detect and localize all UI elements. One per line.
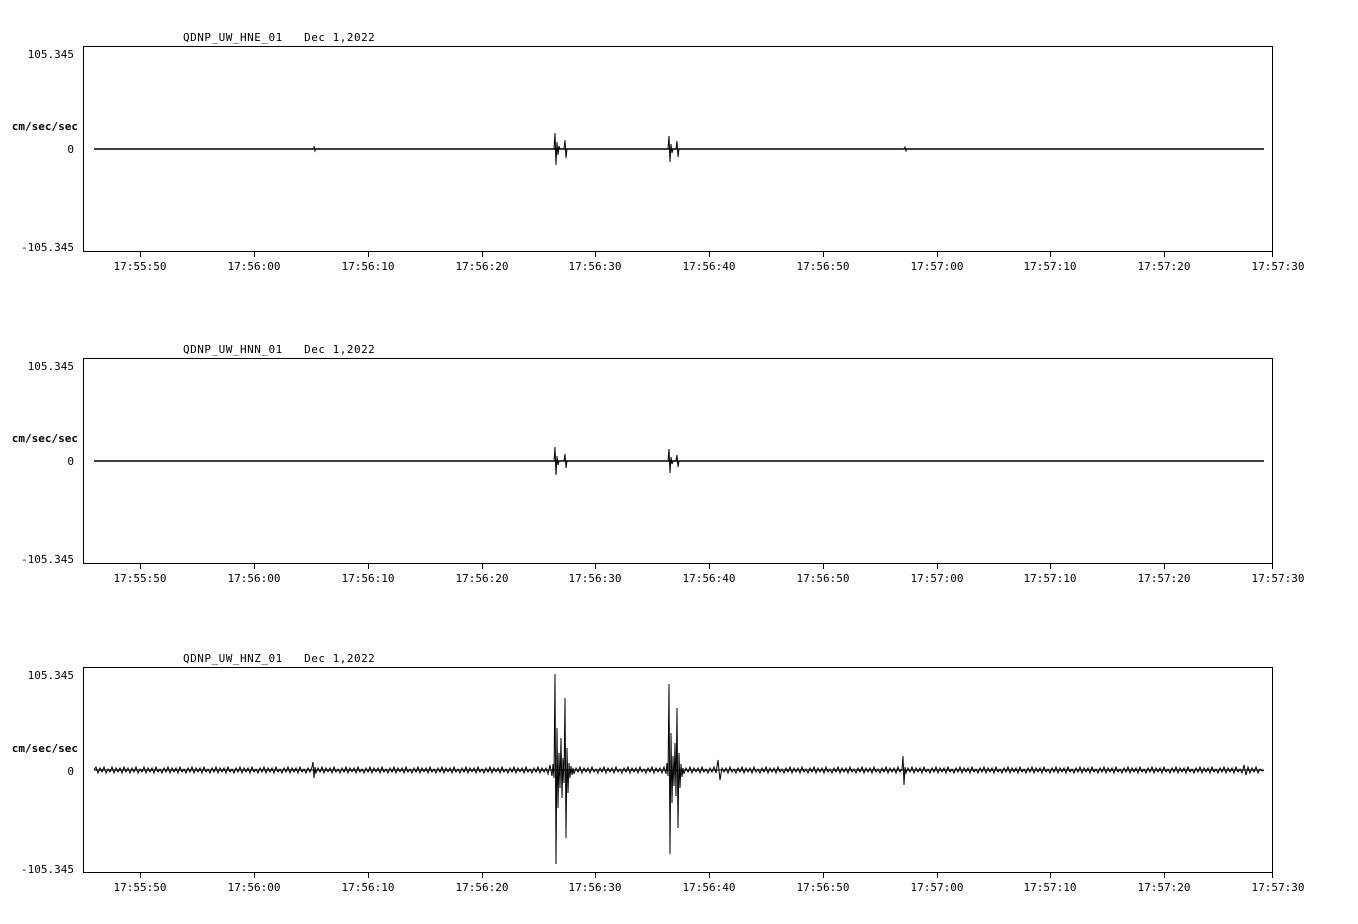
y-axis-max-label-hnz: 105.345 [27, 669, 74, 682]
waveform-trace-hnz [84, 668, 1272, 872]
panel-title-hnn: QDNP_UW_HNN_01 Dec 1,2022 [183, 343, 376, 356]
plot-frame-hnn [83, 358, 1273, 564]
y-axis-max-label-hne: 105.345 [27, 48, 74, 61]
x-tick-label: 17:57:10 [1023, 260, 1077, 273]
x-axis-labels-hnn [0, 572, 1358, 588]
x-tick-label: 17:56:30 [568, 572, 622, 585]
y-axis-min-label-hne: -105.345 [21, 241, 74, 254]
x-tick-label: 17:56:10 [341, 572, 395, 585]
x-axis-ticks-hnz [83, 873, 1273, 879]
waveform-trace-hnn [84, 359, 1272, 563]
x-tick-label: 17:56:30 [568, 260, 622, 273]
x-axis-labels-hne [0, 260, 1358, 276]
x-tick-label: 17:57:10 [1023, 881, 1077, 894]
x-tick-label: 17:57:00 [910, 881, 964, 894]
x-tick-label: 17:56:50 [796, 260, 850, 273]
panel-hne [0, 0, 1358, 290]
y-axis-unit-label-hne: cm/sec/sec [11, 120, 78, 133]
x-tick-label: 17:56:20 [455, 881, 509, 894]
x-tick-label: 17:55:50 [113, 572, 167, 585]
y-axis-zero-label-hnz: 0 [67, 765, 74, 778]
plot-frame-hnz [83, 667, 1273, 873]
x-tick-label: 17:56:40 [682, 260, 736, 273]
x-tick-label: 17:56:00 [227, 881, 281, 894]
x-tick-label: 17:56:20 [455, 572, 509, 585]
panel-hnz [0, 612, 1358, 912]
x-axis-ticks-hnn [83, 564, 1273, 570]
x-tick-label: 17:56:00 [227, 572, 281, 585]
x-tick-label: 17:56:40 [682, 572, 736, 585]
x-tick-label: 17:55:50 [113, 260, 167, 273]
x-tick-label: 17:56:50 [796, 881, 850, 894]
x-tick-label: 17:56:30 [568, 881, 622, 894]
y-axis-unit-label-hnn: cm/sec/sec [11, 432, 78, 445]
y-axis-zero-label-hne: 0 [67, 143, 74, 156]
x-tick-label: 17:55:50 [113, 881, 167, 894]
x-tick-label: 17:56:50 [796, 572, 850, 585]
x-tick-label: 17:57:00 [910, 260, 964, 273]
x-tick-label: 17:57:10 [1023, 572, 1077, 585]
y-axis-min-label-hnn: -105.345 [21, 553, 74, 566]
x-tick-label: 17:57:30 [1251, 572, 1305, 585]
x-tick-label: 17:57:30 [1251, 260, 1305, 273]
x-axis-ticks-hne [83, 252, 1273, 258]
x-axis-labels-hnz [0, 881, 1358, 897]
x-tick-label: 17:57:00 [910, 572, 964, 585]
panel-hnn [0, 305, 1358, 595]
y-axis-max-label-hnn: 105.345 [27, 360, 74, 373]
panel-title-hnz: QDNP_UW_HNZ_01 Dec 1,2022 [183, 652, 376, 665]
x-tick-label: 17:57:20 [1137, 572, 1191, 585]
y-axis-min-label-hnz: -105.345 [21, 863, 74, 876]
plot-frame-hne [83, 46, 1273, 252]
waveform-trace-hne [84, 47, 1272, 251]
x-tick-label: 17:56:00 [227, 260, 281, 273]
x-tick-label: 17:56:20 [455, 260, 509, 273]
panel-title-hne: QDNP_UW_HNE_01 Dec 1,2022 [183, 31, 376, 44]
x-tick-label: 17:56:40 [682, 881, 736, 894]
x-tick-label: 17:57:20 [1137, 260, 1191, 273]
x-tick-label: 17:56:10 [341, 260, 395, 273]
y-axis-zero-label-hnn: 0 [67, 455, 74, 468]
x-tick-label: 17:57:30 [1251, 881, 1305, 894]
x-tick-label: 17:57:20 [1137, 881, 1191, 894]
y-axis-unit-label-hnz: cm/sec/sec [11, 742, 78, 755]
x-tick-label: 17:56:10 [341, 881, 395, 894]
